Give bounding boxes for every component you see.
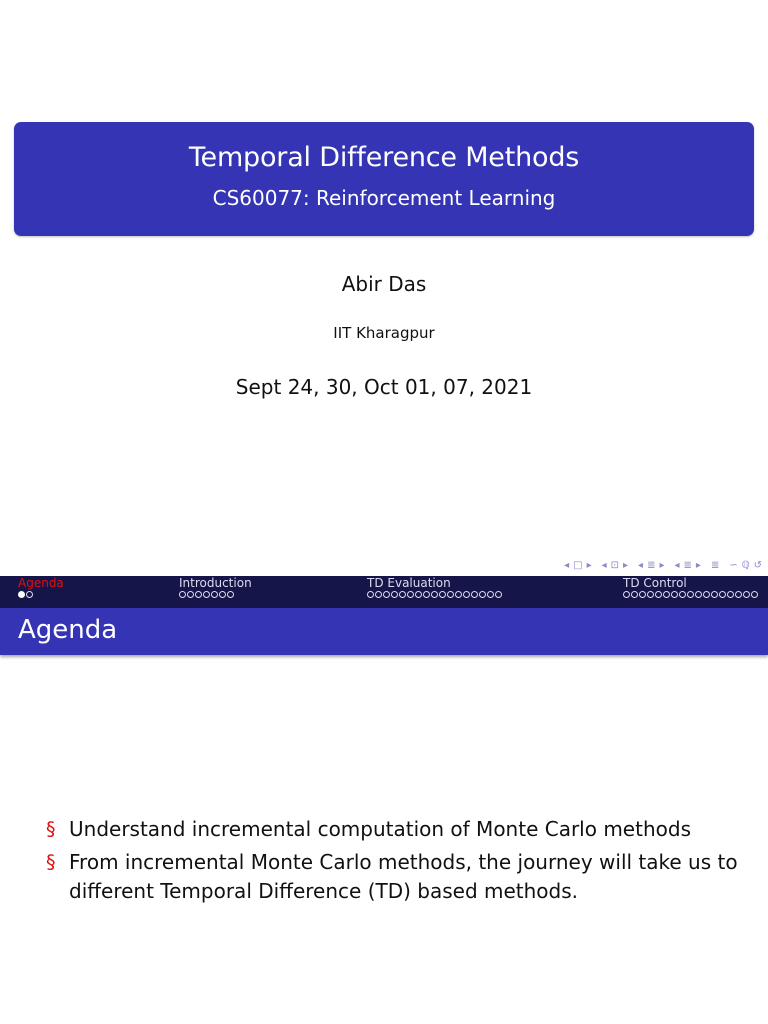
nav-section-dots (367, 591, 502, 598)
frame-dot[interactable] (471, 591, 478, 598)
frame-dot[interactable] (647, 591, 654, 598)
title-box (14, 122, 754, 236)
frame-dot[interactable] (495, 591, 502, 598)
nav-symbol-icon[interactable]: ▸ (659, 560, 665, 571)
nav-symbol-icon[interactable]: ⊡ (610, 560, 620, 571)
nav-symbol-icon[interactable]: ≣ (647, 560, 656, 571)
nav-symbol-icon[interactable]: □ (573, 560, 583, 571)
frame-dot[interactable] (423, 591, 430, 598)
nav-symbol-icon[interactable]: ∽ (729, 560, 738, 571)
frame-dot[interactable] (439, 591, 446, 598)
nav-symbol-icon[interactable]: ≣ (683, 560, 692, 571)
bullet-text: Understand incremental computation of Monte Carlo methods (69, 817, 691, 841)
frame-dot[interactable] (195, 591, 202, 598)
nav-symbol-icon[interactable]: ◂ (638, 560, 644, 571)
frame-dot[interactable] (407, 591, 414, 598)
nav-section-dots (18, 591, 33, 598)
nav-symbol-icon[interactable]: ↺ (753, 560, 762, 571)
bullet-text: From incremental Monte Carlo methods, the journey will take us to different Temporal Difference (TD) based methods. (69, 850, 738, 903)
frame-dot[interactable] (187, 591, 194, 598)
frame-dot[interactable] (391, 591, 398, 598)
beamer-navigation-symbols[interactable] (564, 559, 762, 573)
frame-dot[interactable] (679, 591, 686, 598)
frame-dot[interactable] (227, 591, 234, 598)
list-item (46, 848, 746, 906)
agenda-bullet-list (46, 815, 746, 910)
frame-dot[interactable] (655, 591, 662, 598)
frame-dot[interactable] (743, 591, 750, 598)
institute-name: IIT Kharagpur (333, 324, 435, 342)
list-item (46, 815, 746, 844)
frame-dot[interactable] (415, 591, 422, 598)
frame-title: Agenda (18, 615, 118, 645)
frame-dot[interactable] (479, 591, 486, 598)
frame-dot[interactable] (463, 591, 470, 598)
nav-symbol-icon[interactable]: ▸ (695, 560, 701, 571)
author-name: Abir Das (341, 272, 427, 296)
nav-section-label: Introduction (179, 576, 252, 590)
frame-dot[interactable] (671, 591, 678, 598)
frame-dot[interactable] (431, 591, 438, 598)
frame-dot[interactable] (727, 591, 734, 598)
nav-symbol-icon[interactable]: ◂ (601, 560, 607, 571)
frame-dot[interactable] (687, 591, 694, 598)
presentation-title: Temporal Difference Methods (188, 142, 580, 173)
nav-section-label: TD Evaluation (367, 576, 451, 590)
frame-dot[interactable] (639, 591, 646, 598)
frame-dot[interactable] (455, 591, 462, 598)
nav-section-label: TD Control (623, 576, 687, 590)
presentation-subtitle: CS60077: Reinforcement Learning (212, 186, 556, 210)
frame-dot[interactable] (663, 591, 670, 598)
frame-dot[interactable] (751, 591, 758, 598)
nav-section-dots (623, 591, 758, 598)
frame-dot[interactable] (447, 591, 454, 598)
nav-symbol-icon[interactable]: ◂ (564, 560, 570, 571)
nav-section-label: Agenda (18, 576, 64, 590)
frame-dot[interactable] (711, 591, 718, 598)
frame-dot[interactable] (219, 591, 226, 598)
frame-dot[interactable] (383, 591, 390, 598)
section-sign-icon: § (46, 851, 56, 873)
nav-symbol-icon[interactable]: ▸ (586, 560, 592, 571)
frame-dot[interactable] (203, 591, 210, 598)
frame-dot[interactable] (735, 591, 742, 598)
frame-dot[interactable] (211, 591, 218, 598)
current-frame-dot[interactable] (18, 591, 25, 598)
nav-symbol-icon[interactable]: ℚ (741, 560, 750, 571)
frame-dot[interactable] (179, 591, 186, 598)
frame-dot[interactable] (367, 591, 374, 598)
frame-dot[interactable] (719, 591, 726, 598)
section-sign-icon: § (46, 818, 56, 840)
frame-title-bar (0, 608, 768, 655)
frame-dot[interactable] (487, 591, 494, 598)
frame-dot[interactable] (375, 591, 382, 598)
frame-dot[interactable] (26, 591, 33, 598)
frame-dot[interactable] (399, 591, 406, 598)
frame-dot[interactable] (631, 591, 638, 598)
nav-section-dots (179, 591, 234, 598)
nav-symbol-icon[interactable]: ▸ (623, 560, 629, 571)
section-navigation-bar (0, 576, 768, 608)
frame-dot[interactable] (623, 591, 630, 598)
frame-dot[interactable] (695, 591, 702, 598)
nav-symbol-icon[interactable]: ≣ (710, 560, 720, 571)
presentation-date: Sept 24, 30, Oct 01, 07, 2021 (235, 375, 533, 399)
frame-dot[interactable] (703, 591, 710, 598)
nav-symbol-icon[interactable]: ◂ (674, 560, 680, 571)
